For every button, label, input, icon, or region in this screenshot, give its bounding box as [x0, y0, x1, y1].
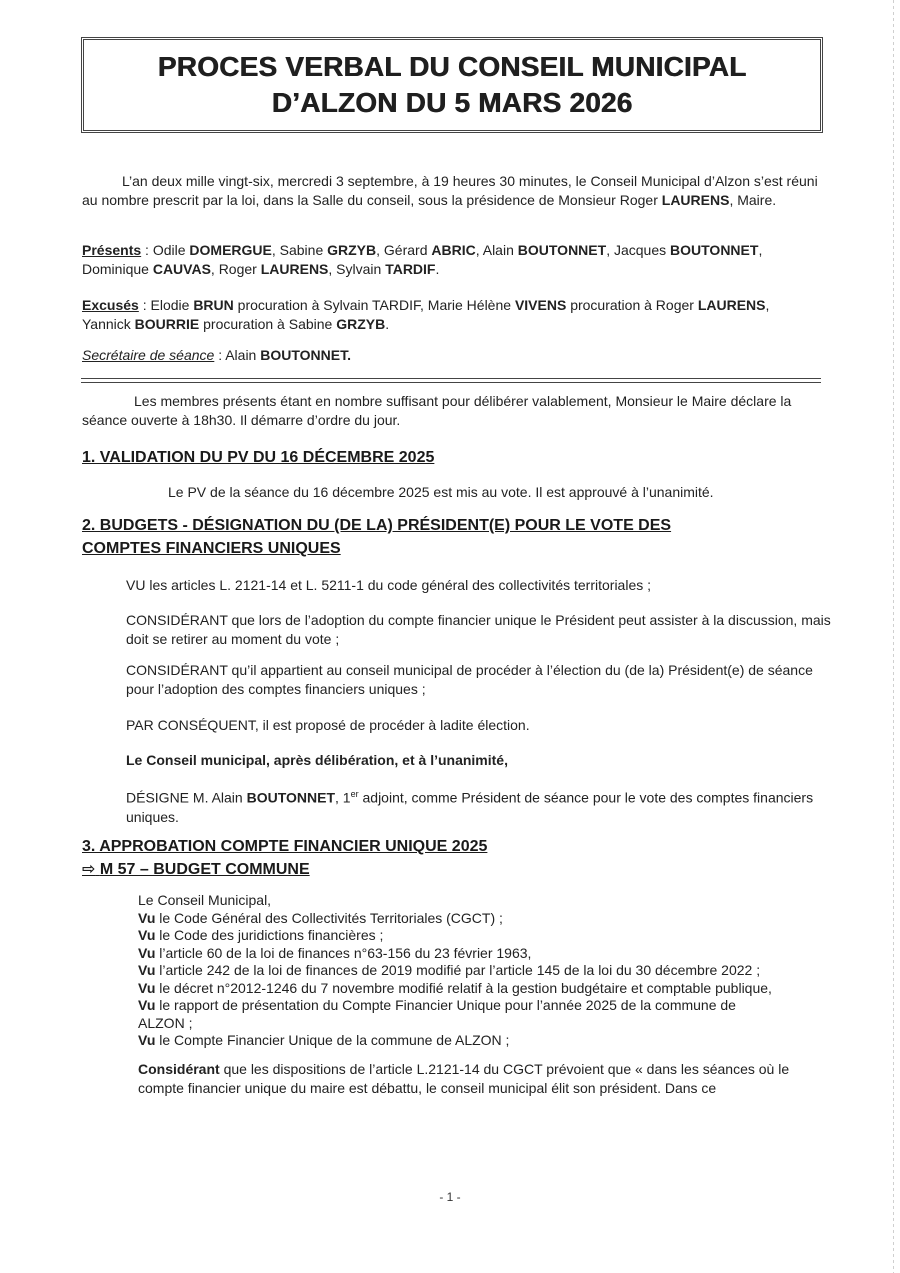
section-1-text: Le PV de la séance du 16 décembre 2025 est mis au vote. Il est approuvé à l’unanimité.: [168, 484, 714, 500]
section-2-heading-line-2: COMPTES FINANCIERS UNIQUES: [82, 540, 341, 557]
list-item: Vu le rapport de présentation du Compte Financier Unique pour l’année 2025 de la commune de: [138, 997, 736, 1013]
list-item: Vu le Code des juridictions financières ;: [138, 927, 384, 943]
list-item: Vu le décret n°2012-1246 du 7 novembre modifié relatif à la gestion budgétaire et comptable publique,: [138, 979, 772, 996]
opening-paragraph: Les membres présents étant en nombre suffisant pour délibérer valablement, Monsieur le Maire déclare la séance ouverte à 18h30. Il démarre d’ordre du jour.: [82, 393, 792, 428]
intro-end: , Maire.: [729, 192, 777, 208]
section-2-decision: Le Conseil municipal, après délibération, et à l’unanimité,: [126, 752, 508, 768]
title-box: [81, 37, 823, 133]
excuses-paragraph: Excusés : Elodie BRUN procuration à Sylvain TARDIF, Marie Hélène VIVENS procuration à Roger LAURENS, Yannick BOURRIE procuration à Sabine GRZYB.: [82, 297, 770, 332]
section-2-considerant-1: CONSIDÉRANT que lors de l’adoption du compte financier unique le Président peut assister à la discussion, mais doit se retirer au moment du vote ;: [126, 612, 831, 647]
section-3-heading-line-2: ⇨ M 57 – BUDGET COMMUNE: [82, 861, 310, 878]
title-line-1: PROCES VERBAL DU CONSEIL MUNICIPAL: [157, 51, 747, 82]
section-3-considerant: Considérant que les dispositions de l’article L.2121-14 du CGCT prévoient que « dans les séances où le compte financier unique du maire est débattu, le conseil municipal élit son président. Dans ce: [138, 1061, 790, 1096]
excuses-label: Excusés: [82, 297, 139, 313]
secretaire-name: BOUTONNET.: [260, 347, 351, 363]
section-2-designe: DÉSIGNE M. Alain BOUTONNET, 1er adjoint, comme Président de séance pour le vote des comptes financiers uniques.: [126, 789, 814, 825]
intro-text: L’an deux mille vingt-six, mercredi 3 septembre, à 19 heures 30 minutes, le Conseil Municipal d’Alzon s’est réuni au nombre prescrit par la loi, dans la Salle du conseil, sous la présidence de Monsieur Roger: [82, 173, 818, 208]
secretaire-label: Secrétaire de séance: [82, 347, 215, 363]
section-1-heading: 1. VALIDATION DU PV DU 16 DÉCEMBRE 2025: [82, 449, 435, 466]
scan-edge-mark: [893, 0, 894, 1273]
list-item: Vu l’article 242 de la loi de finances de 2019 modifié par l’article 145 de la loi du 30 décembre 2022 ;: [138, 962, 761, 978]
page-number: - 1 -: [439, 1190, 461, 1204]
section-3-heading-line-1: 3. APPROBATION COMPTE FINANCIER UNIQUE 2025: [82, 838, 488, 855]
secretaire-paragraph: Secrétaire de séance : Alain BOUTONNET.: [82, 347, 351, 363]
list-item: ALZON ;: [138, 1014, 193, 1031]
section-2-heading-line-1: 2. BUDGETS - DÉSIGNATION DU (DE LA) PRÉSIDENT(E) POUR LE VOTE DES: [82, 517, 672, 534]
section-divider: [81, 378, 821, 383]
list-item: Vu le Compte Financier Unique de la commune de ALZON ;: [138, 1032, 510, 1048]
vu-list: [138, 892, 772, 1050]
intro-paragraph: [82, 172, 820, 210]
section-2-considerant-2: CONSIDÉRANT qu’il appartient au conseil municipal de procéder à l’élection du (de la) Président(e) de séance pour l’adoption des comptes financiers uniques ;: [126, 662, 813, 697]
presents-label: Présents: [82, 242, 142, 258]
presents-paragraph: Présents : Odile DOMERGUE, Sabine GRZYB, Gérard ABRIC, Alain BOUTONNET, Jacques BOUTONNET, Dominique CAUVAS, Roger LAURENS, Sylvain TARDIF.: [82, 242, 763, 277]
vu-intro: Le Conseil Municipal,: [138, 892, 272, 908]
section-2-consequent: PAR CONSÉQUENT, il est proposé de procéder à ladite élection.: [126, 717, 530, 733]
list-item: Vu le Code Général des Collectivités Territoriales (CGCT) ;: [138, 909, 503, 926]
title-line-2: D’ALZON DU 5 MARS 2026: [271, 87, 633, 118]
section-2-vu: VU les articles L. 2121-14 et L. 5211-1 du code général des collectivités territoriales ;: [126, 577, 652, 593]
arrow-icon: ⇨: [82, 861, 96, 878]
mayor-name: LAURENS: [661, 192, 730, 208]
list-item: Vu l’article 60 de la loi de finances n°63-156 du 23 février 1963,: [138, 944, 532, 961]
designe-name: BOUTONNET: [246, 789, 336, 806]
